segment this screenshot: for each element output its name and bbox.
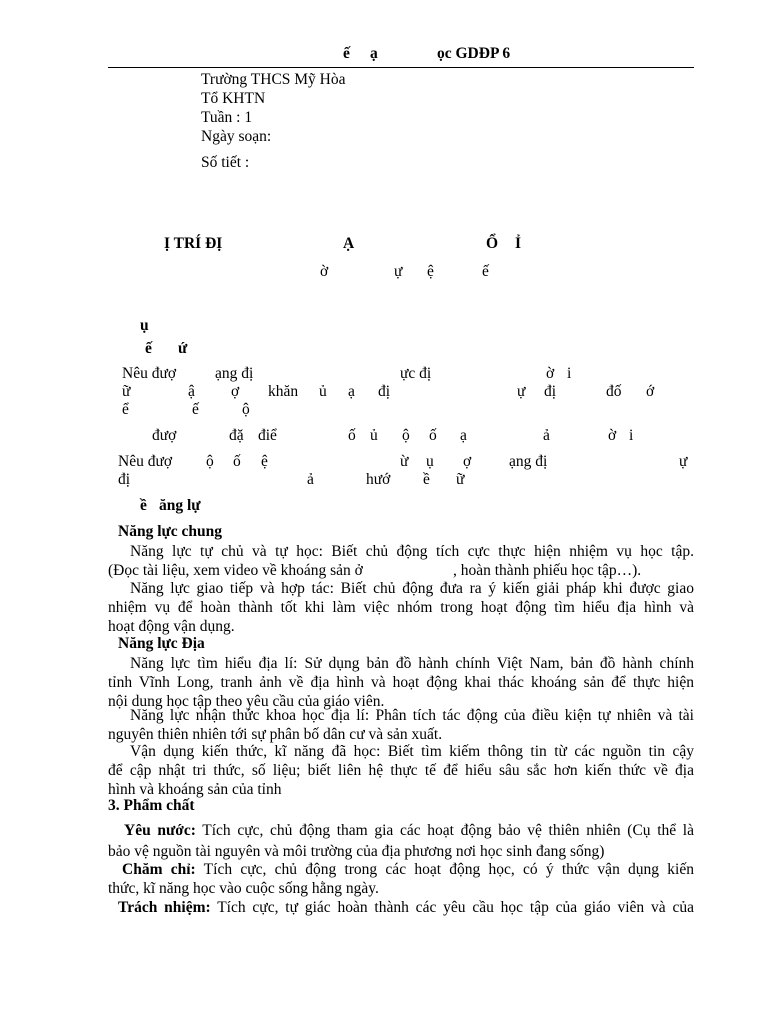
objective-fragment: i: [567, 365, 572, 382]
lesson-title-fragment: Ỉ: [515, 235, 522, 252]
qualities-heading: 3. Phẩm chất: [108, 797, 195, 814]
objective-fragment: ề: [423, 471, 430, 488]
paragraph-line: hoạt động vận dụng.: [108, 618, 235, 635]
objective-fragment: ủ: [370, 427, 378, 444]
general-competency-p1: [108, 542, 694, 580]
paragraph-line: Năng lực tự chủ và tự học: Biết chủ động tích cực thực hiện nhiệm vụ học tập.: [130, 543, 694, 560]
objectives-heading-fragment: ế: [145, 340, 152, 357]
paragraph-line: nhiệm vụ để hoàn thành tốt khi làm việc nhóm trong hoạt động tìm hiểu địa hình và: [108, 599, 694, 616]
objective-fragment: ụ: [426, 453, 434, 470]
objective-fragment: ực đị: [400, 365, 432, 382]
geo-competency-p3: [108, 742, 694, 799]
diligence-paragraph: [108, 860, 694, 898]
diligence-text: Tích cực, chủ động trong các hoạt động học, có ý thức vận dụng kiến: [203, 861, 694, 878]
objective-fragment: ữ: [456, 471, 465, 488]
paragraph-line: Năng lực nhận thức khoa học địa lí: Phân tích tác động của điều kiện tự nhiên và tài: [130, 707, 694, 724]
objective-fragment: ố: [429, 427, 437, 444]
paragraph-line: Năng lực giao tiếp và hợp tác: Biết chủ động đưa ra ý kiến giải pháp khi được giao: [130, 580, 694, 597]
patriotism-label: Yêu nước:: [124, 822, 196, 839]
objective-fragment: ệ: [261, 453, 268, 470]
paragraph-line: bảo vệ nguồn tài nguyên và môi trường của địa phương nơi học sinh đang sống): [108, 843, 605, 860]
objective-fragment: điể: [258, 427, 277, 444]
paragraph-line: nội dung học tập theo yêu cầu của giáo viên.: [108, 693, 385, 710]
objective-fragment: ể: [122, 401, 129, 418]
prep-date: Ngày soạn:: [201, 128, 272, 145]
paragraph-line: Năng lực tìm hiểu địa lí: Sử dụng bản đồ hành chính Việt Nam, bản đồ hành chính: [130, 655, 694, 672]
objective-fragment: ự: [679, 453, 688, 470]
header-divider: [108, 67, 694, 68]
objective-fragment: i: [629, 427, 634, 444]
objective-fragment: ạ: [348, 383, 355, 400]
objective-fragment: ả: [543, 427, 550, 444]
objective-fragment: ộ: [206, 453, 214, 470]
school-name: Trường THCS Mỹ Hòa: [201, 71, 346, 88]
objective-fragment: Nêu đượ: [122, 365, 177, 382]
objective-fragment: ợ: [463, 453, 472, 470]
geo-competency-heading: Năng lực Địa: [118, 635, 205, 652]
objective-fragment: ố: [348, 427, 356, 444]
competency-heading-fragment: ăng lự: [159, 497, 201, 514]
objective-fragment: ự: [517, 383, 526, 400]
paragraph-line: [108, 820, 694, 841]
competency-heading-fragment: ề: [140, 497, 147, 514]
paragraph-line-part: , hoàn thành phiếu học tập…).: [453, 562, 642, 579]
objective-fragment: đị: [118, 471, 131, 488]
objective-fragment: ừ: [400, 453, 409, 470]
objective-fragment: khăn: [268, 383, 299, 400]
lesson-title-fragment: Ạ: [343, 235, 355, 252]
objective-fragment: ữ: [122, 383, 131, 400]
responsibility-text: Tích cực, tự giác hoàn thành các yêu cầu học tập của giáo viên và của: [217, 899, 694, 916]
objective-fragment: ế: [192, 401, 199, 418]
periods-count: Số tiết :: [201, 154, 250, 171]
lesson-title-fragment: Ị TRÍ ĐỊ: [164, 235, 223, 252]
paragraph-line: hình và khoáng sản của tỉnh: [108, 781, 282, 798]
objective-fragment: ớ: [646, 383, 655, 400]
lesson-subtitle-fragment: ế: [482, 263, 489, 280]
objective-fragment: ộ: [242, 401, 250, 418]
objective-fragment: Nêu đượ: [118, 453, 173, 470]
header-title-fragment: ạ: [370, 45, 378, 62]
objective-fragment: ạng đị: [509, 453, 548, 470]
objective-fragment: ờ: [546, 365, 555, 382]
objective-fragment: ạ: [460, 427, 467, 444]
responsibility-label: Trách nhiệm:: [118, 899, 211, 916]
lesson-title-fragment: Ổ: [486, 235, 499, 252]
paragraph-line: [108, 860, 694, 879]
geo-competency-p1: [108, 654, 694, 711]
header-title-fragment: ế: [343, 45, 350, 62]
school-week: Tuần : 1: [201, 109, 253, 126]
paragraph-line: nguyên thiên nhiên tới sự phân bố dân cư và sản xuất.: [108, 726, 443, 743]
objectives-heading-fragment: ụ: [140, 317, 149, 334]
objective-fragment: ố: [233, 453, 241, 470]
paragraph-line: thức, kĩ năng học vào cuộc sống hằng ngày.: [108, 880, 379, 897]
header-title-fragment: ọc GDĐP 6: [437, 45, 511, 62]
lesson-subtitle-fragment: ự: [394, 263, 403, 280]
geo-competency-p2: [108, 706, 694, 744]
responsibility-paragraph: [108, 898, 694, 917]
paragraph-line: [108, 898, 694, 917]
paragraph-line: để cập nhật tri thức, số liệu; biết liên hệ thực tế để hiểu sâu sắc hơn kiến thức về địa: [108, 762, 694, 779]
objective-fragment: hướ: [366, 471, 391, 488]
objective-fragment: ủ: [319, 383, 327, 400]
objective-fragment: ả: [307, 471, 314, 488]
general-competency-heading: Năng lực chung: [118, 523, 223, 540]
paragraph-line-part: (Đọc tài liệu, xem video về khoáng sản ở: [108, 562, 363, 579]
paragraph-line: Vận dụng kiến thức, kĩ năng đã học: Biết tìm kiếm thông tin từ các nguồn tin cậy: [130, 743, 694, 760]
paragraph-line: [108, 561, 694, 580]
objective-fragment: ợ: [231, 383, 240, 400]
objective-fragment: đượ: [152, 427, 177, 444]
objective-fragment: ộ: [402, 427, 410, 444]
objective-fragment: đị: [378, 383, 391, 400]
objective-fragment: ậ: [188, 383, 195, 400]
patriotism-text: Tích cực, chủ động tham gia các hoạt động bảo vệ thiên nhiên (Cụ thể là: [202, 822, 694, 839]
general-competency-p2: [108, 579, 694, 636]
objective-fragment: đặ: [229, 427, 244, 444]
objectives-heading-fragment: ứ: [178, 340, 188, 357]
lesson-subtitle-fragment: ờ: [320, 263, 329, 280]
objective-fragment: ờ: [608, 427, 617, 444]
school-group: Tổ KHTN: [201, 90, 266, 107]
objective-fragment: đị: [544, 383, 557, 400]
diligence-label: Chăm chỉ:: [122, 861, 196, 878]
patriotism-paragraph: [108, 820, 694, 862]
objective-fragment: đố: [606, 383, 622, 400]
lesson-subtitle-fragment: ệ: [427, 263, 434, 280]
objective-fragment: ạng đị: [215, 365, 254, 382]
paragraph-line: tỉnh Vĩnh Long, tranh ảnh về địa hình và hoạt động khai thác khoáng sản để thực hiện: [108, 674, 694, 691]
